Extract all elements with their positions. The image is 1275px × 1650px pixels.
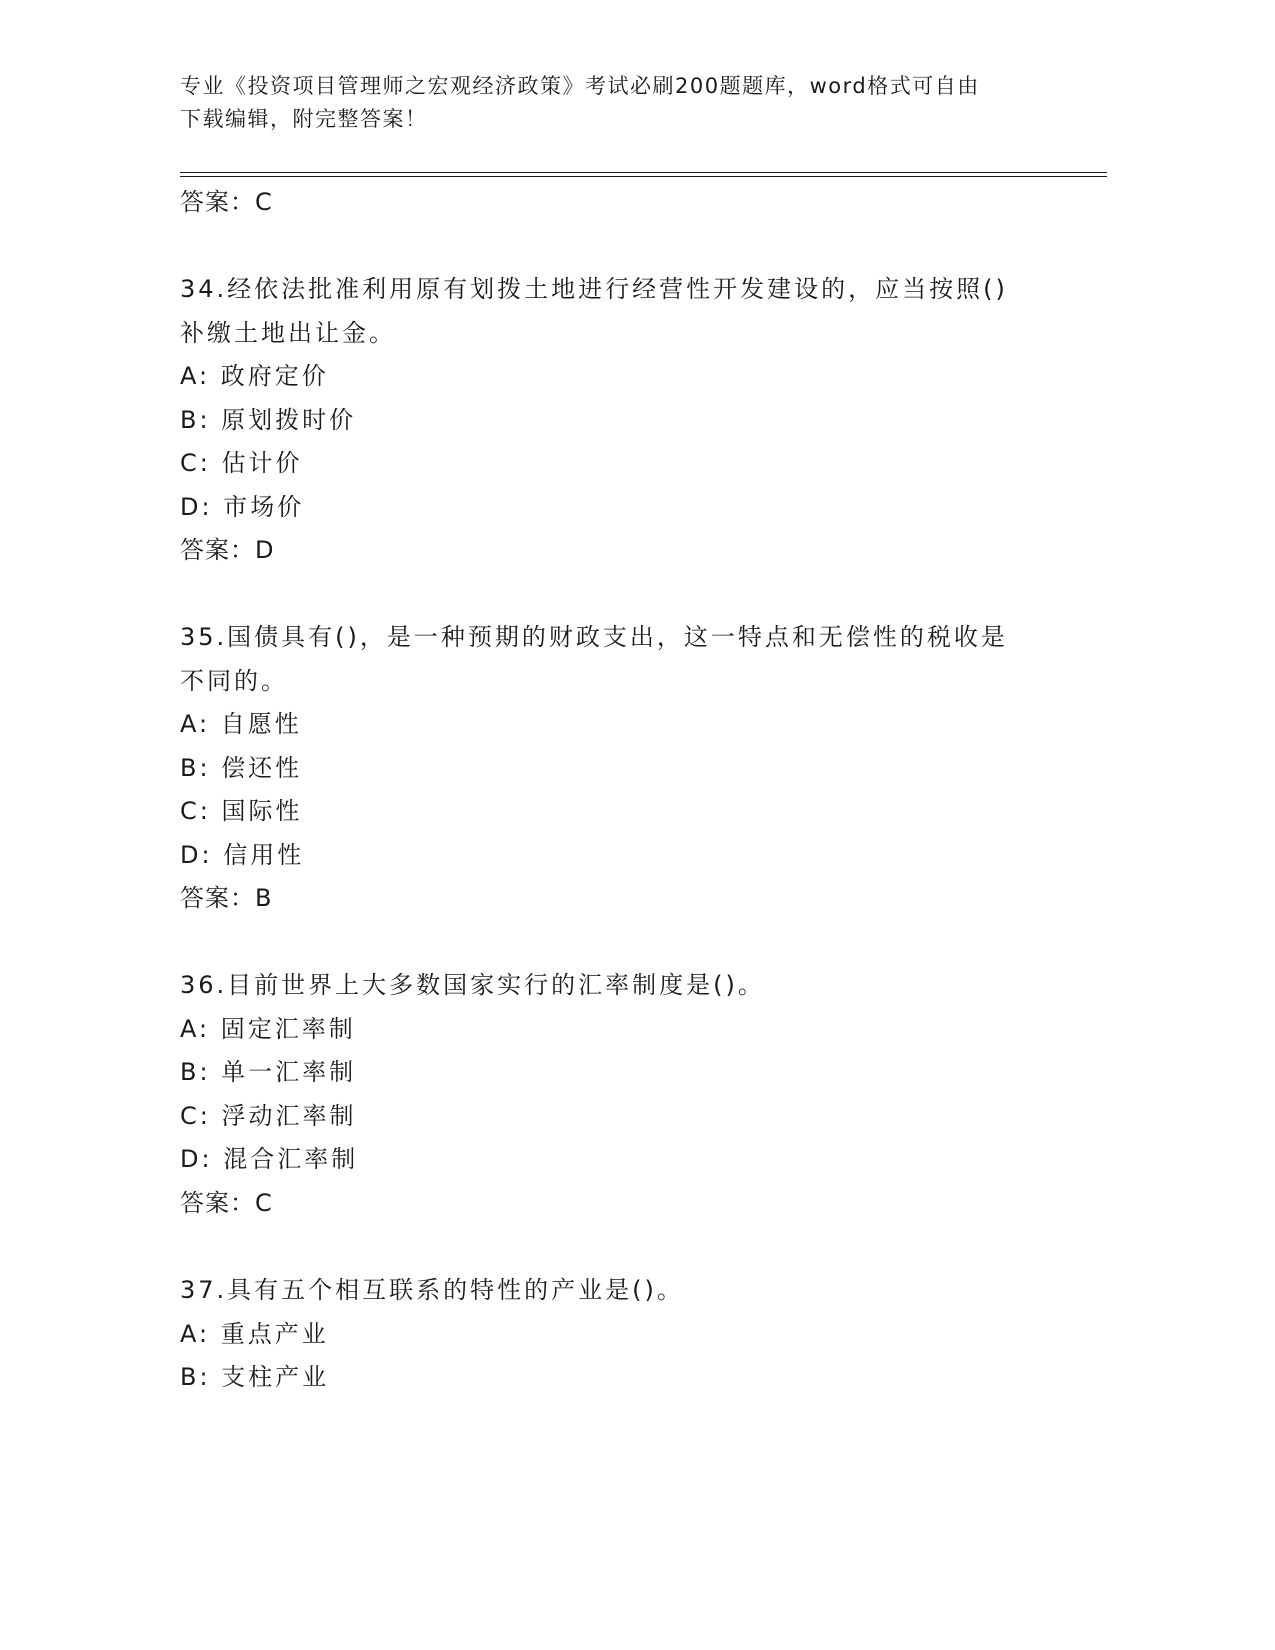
question-37-stem-line-1: 37.具有五个相互联系的特性的产业是()。 [180,1276,684,1304]
question-35-option-a: A: 自愿性 [180,710,302,738]
question-35-option-b: B: 偿还性 [180,754,303,782]
question-34-answer: 答案：D [180,536,275,564]
question-34-stem-line-1: 34.经依法批准利用原有划拨土地进行经营性开发建设的，应当按照() [180,275,1008,303]
header-divider-bottom [180,176,1107,177]
question-36-option-d: D: 混合汇率制 [180,1145,359,1173]
question-36-option-c: C: 浮动汇率制 [180,1102,357,1130]
header-divider-top [180,172,1107,173]
question-37-option-b: B: 支柱产业 [180,1363,330,1391]
question-36-answer: 答案：C [180,1189,273,1217]
question-35-option-c: C: 国际性 [180,797,303,825]
header-line-1: 专业《投资项目管理师之宏观经济政策》考试必刷200题题库，word格式可自由 [180,74,980,98]
question-36-option-b: B: 单一汇率制 [180,1058,357,1086]
header-line-2: 下载编辑，附完整答案！ [180,107,428,131]
document-header [180,70,1040,136]
question-35-option-d: D: 信用性 [180,841,305,869]
question-34-option-a: A: 政府定价 [180,362,329,390]
previous-answer: 答案：C [180,188,273,216]
question-37-option-a: A: 重点产业 [180,1320,329,1348]
question-35-answer: 答案：B [180,884,273,912]
question-34-option-d: D: 市场价 [180,493,305,521]
question-36-option-a: A: 固定汇率制 [180,1015,356,1043]
question-34-option-c: C: 估计价 [180,449,303,477]
question-35-stem-line-1: 35.国债具有()，是一种预期的财政支出，这一特点和无偿性的税收是 [180,623,1008,651]
question-34-option-b: B: 原划拨时价 [180,406,357,434]
question-35-stem-line-2: 不同的。 [180,667,288,695]
question-36-stem-line-1: 36.目前世界上大多数国家实行的汇率制度是()。 [180,971,765,999]
question-34-stem-line-2: 补缴土地出让金。 [180,319,396,347]
